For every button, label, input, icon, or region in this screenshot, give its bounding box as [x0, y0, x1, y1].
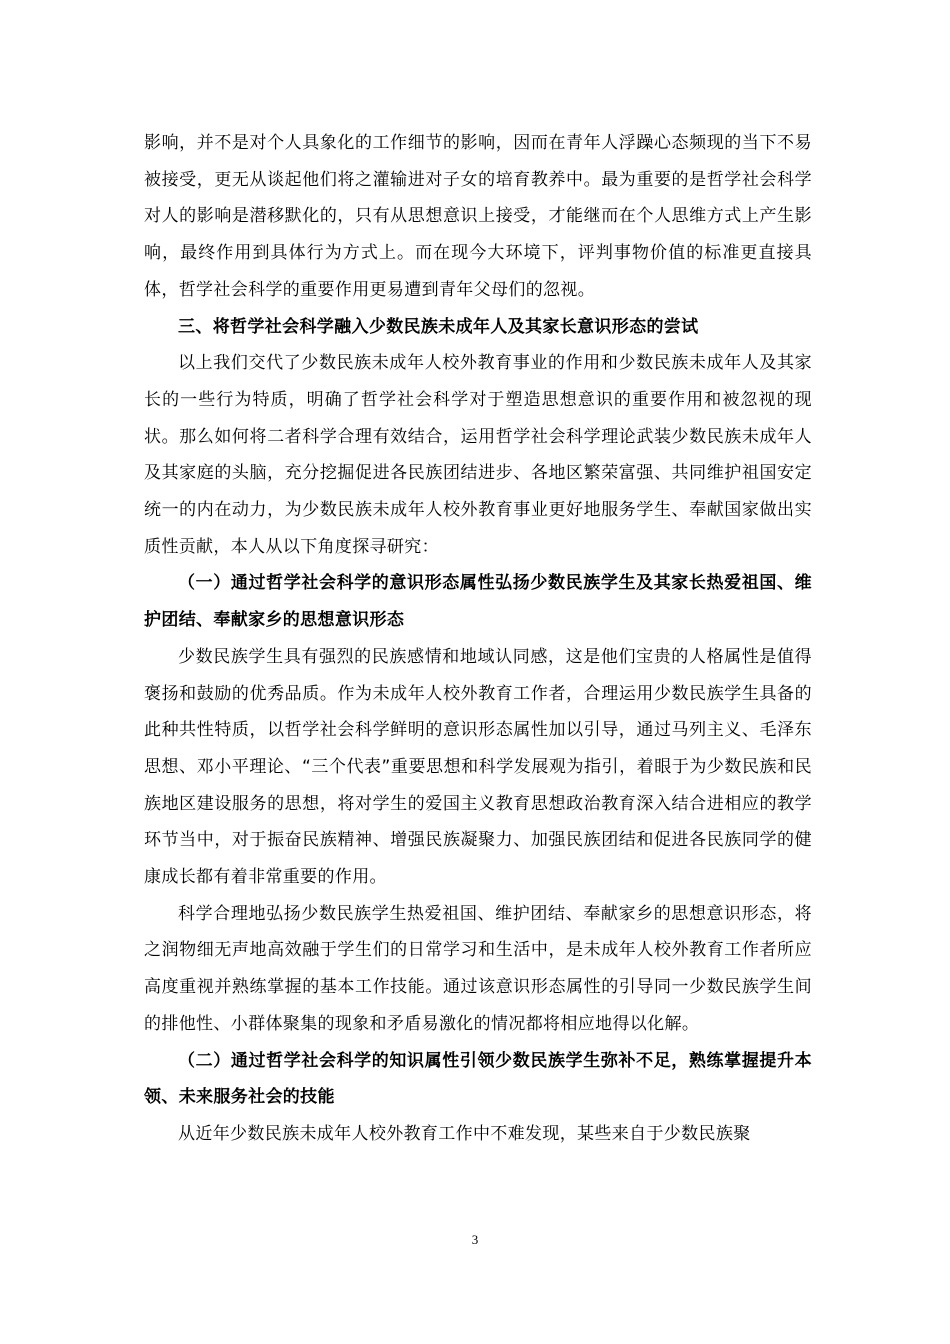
paragraph-sub1-b: 科学合理地弘扬少数民族学生热爱祖国、维护团结、奉献家乡的思想意识形态，将之润物细无声地高效融于学生们的日常学习和生活中，是未成年人校外教育工作者所应高度重视并熟练掌握的基本工作技能。通过该意识形态属性的引导同一少数民族学生间的排他性、小群体聚集的现象和矛盾易激化的情况都将相应地得以化解。 [144, 903, 812, 1034]
subsection-heading-1: （一）通过哲学社会科学的意识形态属性弘扬少数民族学生及其家长热爱祖国、维护团结、奉献家乡的思想意识形态 [144, 573, 812, 631]
paragraph-sub2-a: 从近年少数民族未成年人校外教育工作中不难发现，某些来自于少数民族聚 [178, 1123, 751, 1144]
page-number: 3 [471, 1232, 479, 1247]
paragraph-sub1-a: 少数民族学生具有强烈的民族感情和地域认同感，这是他们宝贵的人格属性是值得褒扬和鼓励的优秀品质。作为未成年人校外教育工作者，合理运用少数民族学生具备的此种共性特质，以哲学社会科学鲜明的意识形态属性加以引导，通过马列主义、毛泽东思想、邓小平理论、“三个代表”重要思想和科学发展观为指引，着眼于为少数民族和民族地区建设服务的思想，将对学生的爱国主义教育思想政治教育深入结合进相应的教学环节当中，对于振奋民族精神、增强民族凝聚力、加强民族团结和促进各民族同学的健康成长都有着非常重要的作用。 [144, 646, 812, 888]
paragraph-continued: 影响，并不是对个人具象化的工作细节的影响，因而在青年人浮躁心态频现的当下不易被接受，更无从谈起他们将之灌输进对子女的培育教养中。最为重要的是哲学社会科学对人的影响是潜移默化的，只有从思想意识上接受，才能继而在个人思维方式上产生影响，最终作用到具体行为方式上。而在现今大环境下，评判事物价值的标准更直接具体，哲学社会科学的重要作用更易遭到青年父母们的忽视。 [144, 133, 812, 300]
document-body [144, 125, 812, 1153]
subsection-heading-2: （二）通过哲学社会科学的知识属性引领少数民族学生弥补不足，熟练掌握提升本领、未来服务社会的技能 [144, 1050, 812, 1108]
paragraph-intro: 以上我们交代了少数民族未成年人校外教育事业的作用和少数民族未成年人及其家长的一些行为特质，明确了哲学社会科学对于塑造思想意识的重要作用和被忽视的现状。那么如何将二者科学合理有效结合，运用哲学社会科学理论武装少数民族未成年人及其家庭的头脑，充分挖掘促进各民族团结进步、各地区繁荣富强、共同维护祖国安定统一的内在动力，为少数民族未成年人校外教育事业更好地服务学生、奉献国家做出实质性贡献，本人从以下角度探寻研究： [144, 353, 812, 557]
section-heading-3: 三、将哲学社会科学融入少数民族未成年人及其家长意识形态的尝试 [178, 316, 699, 337]
